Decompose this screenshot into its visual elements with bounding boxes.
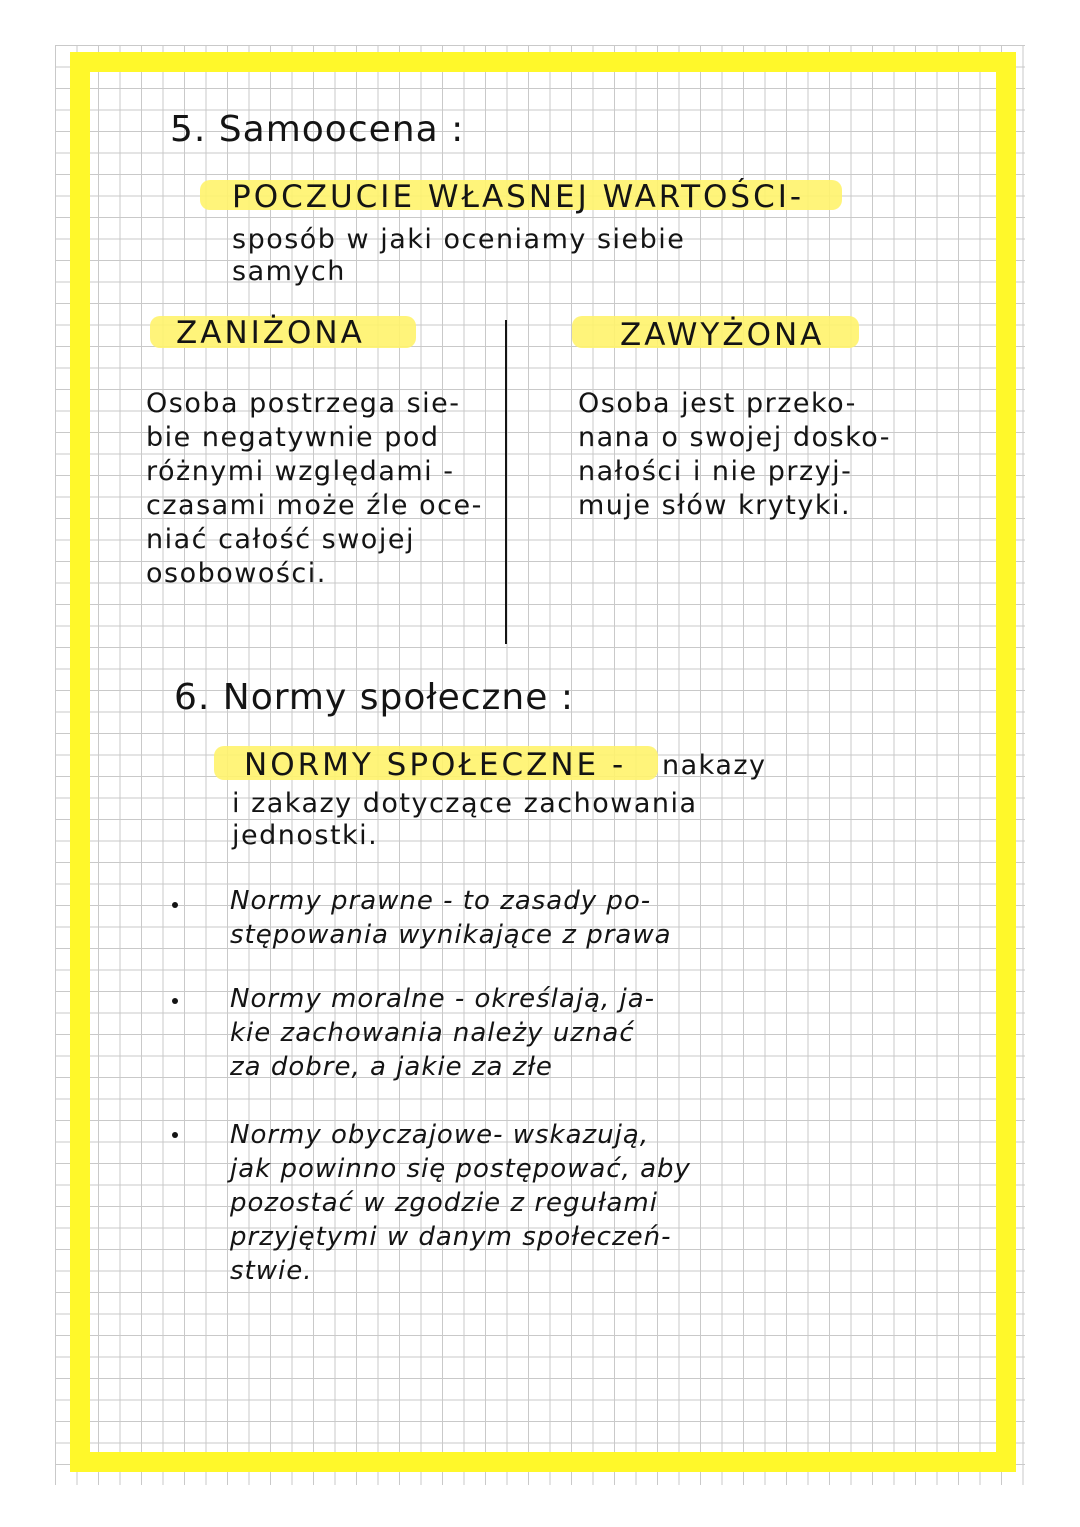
left-line-5: niać całość swojej xyxy=(146,524,415,555)
definition-term-6: NORMY SPOŁECZNE - xyxy=(244,747,627,783)
definition-line-5-1: sposób w jaki oceniamy siebie xyxy=(232,224,686,255)
bullet-2-line-3: za dobre, a jakie za złe xyxy=(230,1052,553,1082)
definition-tail-6: nakazy xyxy=(662,750,767,781)
bullet-3-line-4: przyjętymi w danym społeczeń- xyxy=(230,1222,672,1252)
left-line-1: Osoba postrzega sie- xyxy=(146,388,461,419)
right-line-3: nałości i nie przyj- xyxy=(578,456,853,487)
bullet-3-line-3: pozostać w zgodzie z regułami xyxy=(230,1188,658,1218)
left-line-4: czasami może źle oce- xyxy=(146,490,483,521)
bullet-icon xyxy=(172,1132,178,1138)
section-5-heading: 5. Samoocena : xyxy=(170,109,465,150)
right-label: ZAWYŻONA xyxy=(620,317,825,353)
section-6-heading: 6. Normy społeczne : xyxy=(174,677,574,718)
left-line-6: osobowości. xyxy=(146,558,327,589)
definition-line-6-2: jednostki. xyxy=(232,820,379,851)
right-line-1: Osoba jest przeko- xyxy=(578,388,857,419)
left-line-3: różnymi względami - xyxy=(146,456,455,487)
bullet-3-line-5: stwie. xyxy=(230,1256,313,1286)
bullet-2-line-2: kie zachowania należy uznać xyxy=(230,1018,635,1048)
definition-line-6-1: i zakazy dotyczące zachowania xyxy=(232,788,698,819)
definition-line-5-2: samych xyxy=(232,256,346,287)
bullet-2-line-1: Normy moralne - określają, ja- xyxy=(230,984,656,1014)
right-line-2: nana o swojej dosko- xyxy=(578,422,892,453)
bullet-3-line-2: jak powinno się postępować, aby xyxy=(230,1154,691,1184)
left-label: ZANIŻONA xyxy=(176,315,365,351)
left-line-2: bie negatywnie pod xyxy=(146,422,440,453)
bullet-icon xyxy=(172,998,178,1004)
bullet-icon xyxy=(172,902,178,908)
column-divider xyxy=(505,320,507,644)
right-line-4: muje słów krytyki. xyxy=(578,490,852,521)
bullet-3-line-1: Normy obyczajowe- wskazują, xyxy=(230,1120,650,1150)
bullet-1-line-2: stępowania wynikające z prawa xyxy=(230,920,672,950)
bullet-1-line-1: Normy prawne - to zasady po- xyxy=(230,886,652,916)
definition-term-5: POCZUCIE WŁASNEJ WARTOŚCI- xyxy=(232,179,805,215)
